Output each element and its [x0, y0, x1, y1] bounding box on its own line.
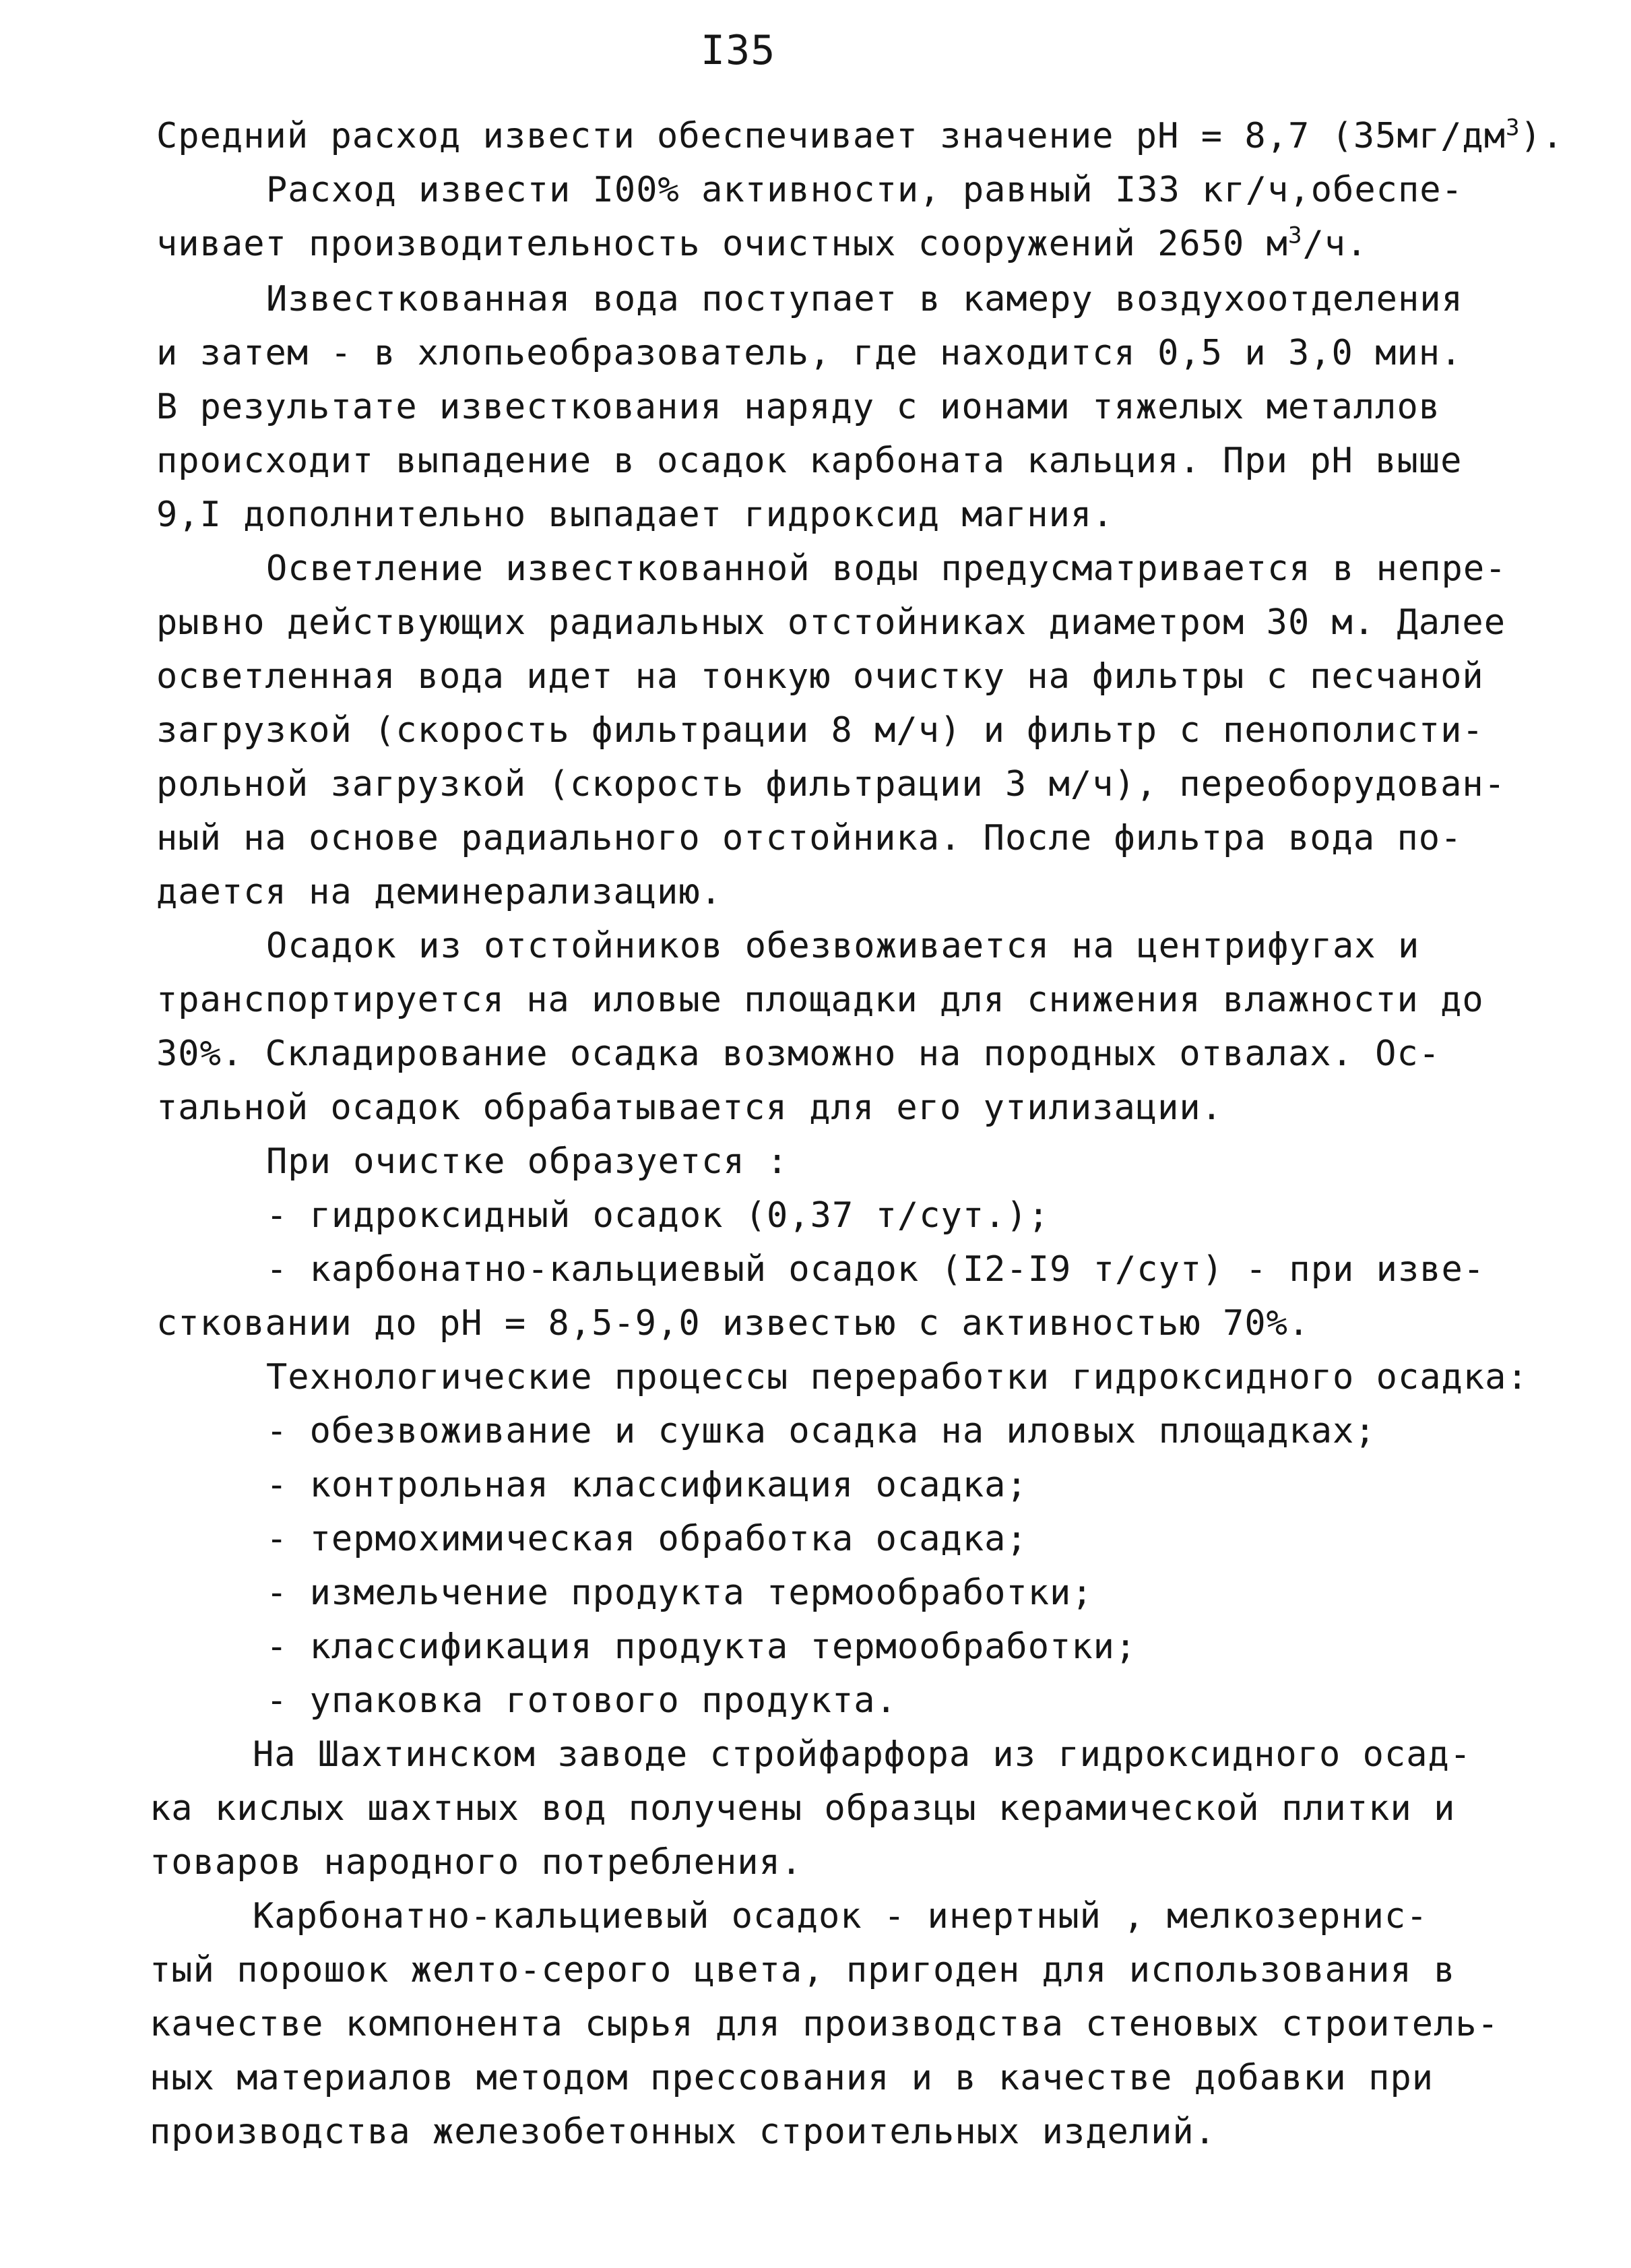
text-line: ка кислых шахтных вод получены образцы керамической плитки и: [150, 1788, 1456, 1829]
page-number: I35: [701, 27, 776, 74]
text-line: 9,I дополнительно выпадает гидроксид магния.: [156, 495, 1114, 535]
list-item: - упаковка готового продукта.: [266, 1680, 897, 1721]
text-line: Известкованная вода поступает в камеру воздухоотделения: [266, 279, 1463, 319]
text-line: ных материалов методом прессования и в качестве добавки при: [150, 2058, 1434, 2098]
text-line: На Шахтинском заводе стройфарфора из гидроксидного осад-: [253, 1734, 1472, 1775]
text-line: тальной осадок обрабатывается для его утилизации.: [156, 1088, 1223, 1128]
text-line: происходит выпадение в осадок карбоната кальция. При pH выше: [156, 441, 1463, 481]
list-item: - термохимическая обработка осадка;: [266, 1519, 1028, 1559]
text-line: осветленная вода идет на тонкую очистку на фильтры с песчаной: [156, 656, 1484, 697]
text-line: ный на основе радиального отстойника. После фильтра вода по-: [156, 818, 1463, 858]
text-line: В результате известкования наряду с ионами тяжелых металлов: [156, 387, 1441, 427]
text-line: загрузкой (скорость фильтрации 8 м/ч) и фильтр с пенополисти-: [156, 710, 1484, 751]
text-line: При очистке образуется :: [266, 1141, 789, 1182]
list-item: - измельчение продукта термообработки;: [266, 1573, 1093, 1613]
text-line: товаров народного потребления.: [150, 1842, 803, 1883]
text-line: 30%. Складирование осадка возможно на породных отвалах. Ос-: [156, 1034, 1441, 1074]
text-line: Технологические процессы переработки гидроксидного осадка:: [266, 1357, 1529, 1397]
text-line: Осветление известкованной воды предусматривается в непре-: [266, 548, 1507, 589]
text-line: стковании до pH = 8,5-9,0 известью с активностью 70%.: [156, 1303, 1310, 1344]
text-line: Расход извести I00% активности, равный I33 кг/ч,обеспе-: [266, 170, 1463, 210]
list-item: - обезвоживание и сушка осадка на иловых площадках;: [266, 1411, 1376, 1451]
text-line: тый порошок желто-серого цвета, пригоден для использования в: [150, 1950, 1456, 1990]
text-line: рольной загрузкой (скорость фильтрации 3 м/ч), переоборудован-: [156, 764, 1506, 805]
text-line: Средний расход извести обеспечивает значение pH = 8,7 $(35мг/дм^3)$.: [156, 114, 1564, 156]
list-item: - контрольная классификация осадка;: [266, 1465, 1028, 1505]
text-line: транспортируется на иловые площадки для снижения влажности до: [156, 980, 1484, 1020]
text-line: и затем - в хлопьеобразователь, где находится 0,5 и 3,0 мин.: [156, 333, 1463, 373]
text-line: чивает производительность очистных сооружений 2650 $м^3/ч$.: [156, 222, 1368, 264]
text-line: рывно действующих радиальных отстойниках диаметром 30 м. Далее: [156, 602, 1506, 643]
text-line: Карбонатно-кальциевый осадок - инертный , мелкозернис-: [253, 1896, 1428, 1936]
list-item: - карбонатно-кальциевый осадок (I2-I9 т/сут) - при изве-: [266, 1249, 1485, 1290]
text-line: производства железобетонных строительных изделий.: [150, 2112, 1217, 2152]
list-item: - гидроксидный осадок (0,37 т/сут.);: [266, 1195, 1050, 1236]
list-item: - классификация продукта термообработки;: [266, 1627, 1137, 1667]
text-line: Осадок из отстойников обезвоживается на центрифугах и: [266, 926, 1420, 966]
text-line: дается на деминерализацию.: [156, 872, 722, 912]
text-line: качестве компонента сырья для производства стеновых строитель-: [150, 2004, 1500, 2044]
